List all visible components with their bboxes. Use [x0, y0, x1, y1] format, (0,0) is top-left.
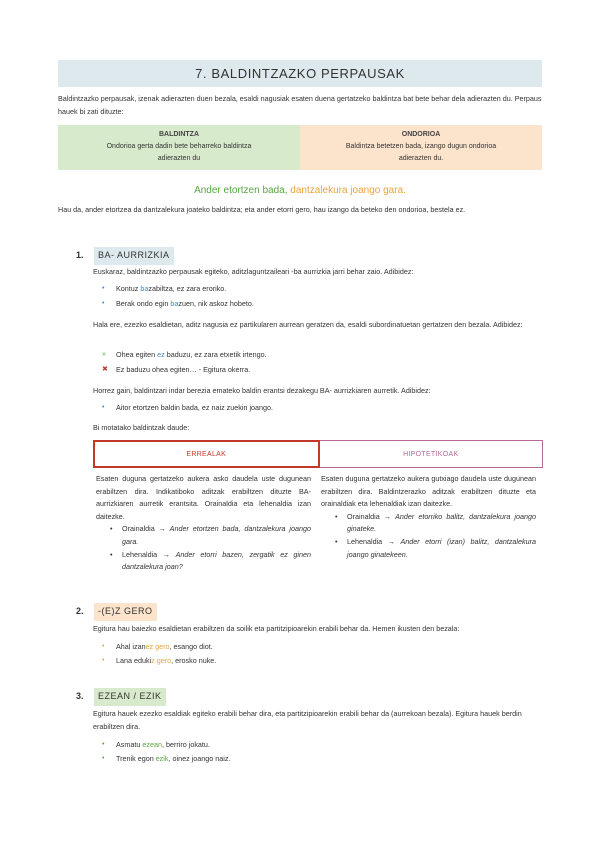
bullet-icon: • — [110, 524, 113, 534]
bullet-icon: • — [102, 657, 105, 664]
condition-types-header — [93, 440, 543, 468]
section-1-paragraph-2: Hala ere, ezezko esaldietan, aditz nagusia ez partikularen aurrean geratzen da, esaldi subordinatuetan gertatzen den bezala. Adibidez: — [93, 320, 523, 329]
bullet-icon: • — [102, 404, 105, 411]
type-hypothetical-label: HIPOTETIKOAK — [320, 440, 544, 468]
list-item: • Lehenaldia → Ander etorri (izan) balitz, dantzalekura joango ginatekeen. — [335, 536, 536, 559]
baldintza-cell — [58, 125, 300, 170]
bullet-icon: • — [110, 549, 113, 559]
example-condition: Ander etortzen bada, — [194, 185, 288, 196]
list-item — [102, 641, 213, 654]
section-3-heading — [76, 688, 166, 706]
list-item — [102, 349, 267, 362]
list-item: • Orainaldia → Ander etorriko balitz, dantzalekura joango ginateke. — [335, 511, 536, 534]
real-description: Esaten duguna gertatzeko aukera asko daudela uste dugunean erabiltzen dira. Indikatiboko aditzak erabiltzen dituzte BA- aurrizkiaren aurretik erantsita. Orainaldia eta lehenaldia izan daitezke. — [96, 474, 311, 521]
list-item-text: Berak ondo egin bazuen, nik askoz hobeto. — [116, 299, 254, 308]
hypothetical-description: Esaten duguna gertatzeko aukera gutxiago daudela uste dugunean erabiltzen dira. Baldintzerazko aditzak erabiltzen dituzte eta orainaldiak eta lehenaldiak izan daitezke. — [321, 474, 536, 509]
example-sentence — [58, 182, 542, 200]
bullet-icon: • — [102, 285, 105, 292]
page-title: 7. BALDINTZAZKO PERPAUSAK — [58, 60, 542, 87]
baldintza-heading: BALDINTZA — [158, 131, 200, 138]
list-item — [102, 283, 227, 296]
ondorioa-cell — [300, 125, 542, 170]
example-consequence: dantzalekura joango gara. — [290, 185, 406, 196]
bullet-icon: • — [102, 741, 105, 748]
real-conditions-column — [96, 473, 311, 574]
intro-paragraph: Baldintzazko perpausak, izenak adierazten duen bezala, esaldi nagusiak esaten duena gertatzeko baldintza bat bete behar dela adierazten du. Perpaus hauek bi zati dituzte: — [58, 94, 542, 116]
section-1-paragraph-3: Horrez gain, baldintzari indar berezia emateko baldin erantsi dezakegu BA- aurrizkiaren aurretik. Adibidez: — [93, 386, 431, 395]
bullet-icon: • — [102, 300, 105, 307]
section-1-number: 1. — [76, 250, 84, 260]
list-item-text: Lana edukiz gero, eroskо nuke. — [116, 656, 217, 665]
baldintza-text: Ondorioa gerta dadin bete beharreko baldintza adierazten du — [106, 143, 252, 163]
list-item-text: Asmatu ezean, berriro jokatu. — [116, 740, 210, 749]
hypothetical-conditions-column — [321, 473, 536, 561]
list-item — [102, 402, 274, 415]
cross-icon: ✖ — [102, 366, 108, 373]
explanation-paragraph: Hau da, ander etortzea da dantzalekura joateko baldintza; eta ander etorri gero, hau izango da beteko den ondorioa, bestela ez. — [58, 205, 466, 214]
list-item: • Lehenaldia → Ander etorri bazen, zergatik ez ginen dantzalekura joan? — [110, 549, 311, 572]
section-1-title: BA- AURRIZKIA — [94, 247, 174, 265]
bullet-icon: • — [335, 536, 338, 546]
list-item: • Orainaldia → Ander etortzen bada, dantzalekura joango gara. — [110, 524, 311, 546]
section-2-number: 2. — [76, 606, 84, 616]
list-item — [102, 753, 231, 766]
section-1-paragraph-1: Euskaraz, baldintzazko perpausak egiteko, aditzlaguntzaileari -ba aurrizkia jarri behar zaio. Adibidez: — [93, 267, 414, 276]
type-real-label: ERREALAK — [93, 440, 320, 468]
section-3-number: 3. — [76, 691, 84, 701]
ondorioa-text: Baldintza betetzen bada, izango dugun ondorioa adierazten du. — [345, 143, 497, 163]
list-item-text: Ahal izanez gero, esango diot. — [116, 642, 213, 651]
list-item-text: Ez baduzu ohea egiten… - Egitura okerra. — [116, 365, 251, 374]
section-3-title: EZEAN / EZIK — [94, 688, 166, 706]
list-item-text: Kontuz bazabiltza, ez zara eroriko. — [116, 284, 227, 293]
list-item — [102, 655, 217, 668]
arrow-icon: » — [102, 351, 106, 358]
list-item-text: Ohea egiten ez baduzu, ez zara etxetik irtengo. — [116, 350, 267, 359]
section-1-heading — [76, 247, 174, 265]
list-item-text: Aitor etortzen baldin bada, ez naiz zuekin joango. — [116, 403, 274, 412]
list-item — [102, 298, 254, 311]
section-3-paragraph: Egitura hauek ezezko esaldiak egiteko erabili behar dira, eta partitzipioarekin erabili behar da (aurrekoan bezala). Egitura hauek berdin erabiltzen dira. — [93, 709, 522, 731]
list-item — [102, 364, 251, 377]
section-1-paragraph-4: Bi motatako baldintzak daude: — [93, 423, 190, 432]
section-2-paragraph: Egitura hau baiezko esaldietan erabiltzen da soilik eta partitzipioarekin erabili behar da. Hemen ikusten den bezala: — [93, 624, 460, 633]
bullet-icon: • — [102, 755, 105, 762]
list-item — [102, 739, 210, 752]
ondorioa-heading: ONDORIOA — [401, 131, 441, 138]
baldintza-ondorioa-table — [58, 125, 542, 170]
bullet-icon: • — [102, 643, 105, 650]
bullet-icon: • — [335, 511, 338, 521]
section-2-heading — [76, 603, 157, 621]
section-2-title: -(E)Z GERO — [94, 603, 157, 621]
list-item-text: Trenik egon ezik, oinez joango naiz. — [116, 754, 231, 763]
